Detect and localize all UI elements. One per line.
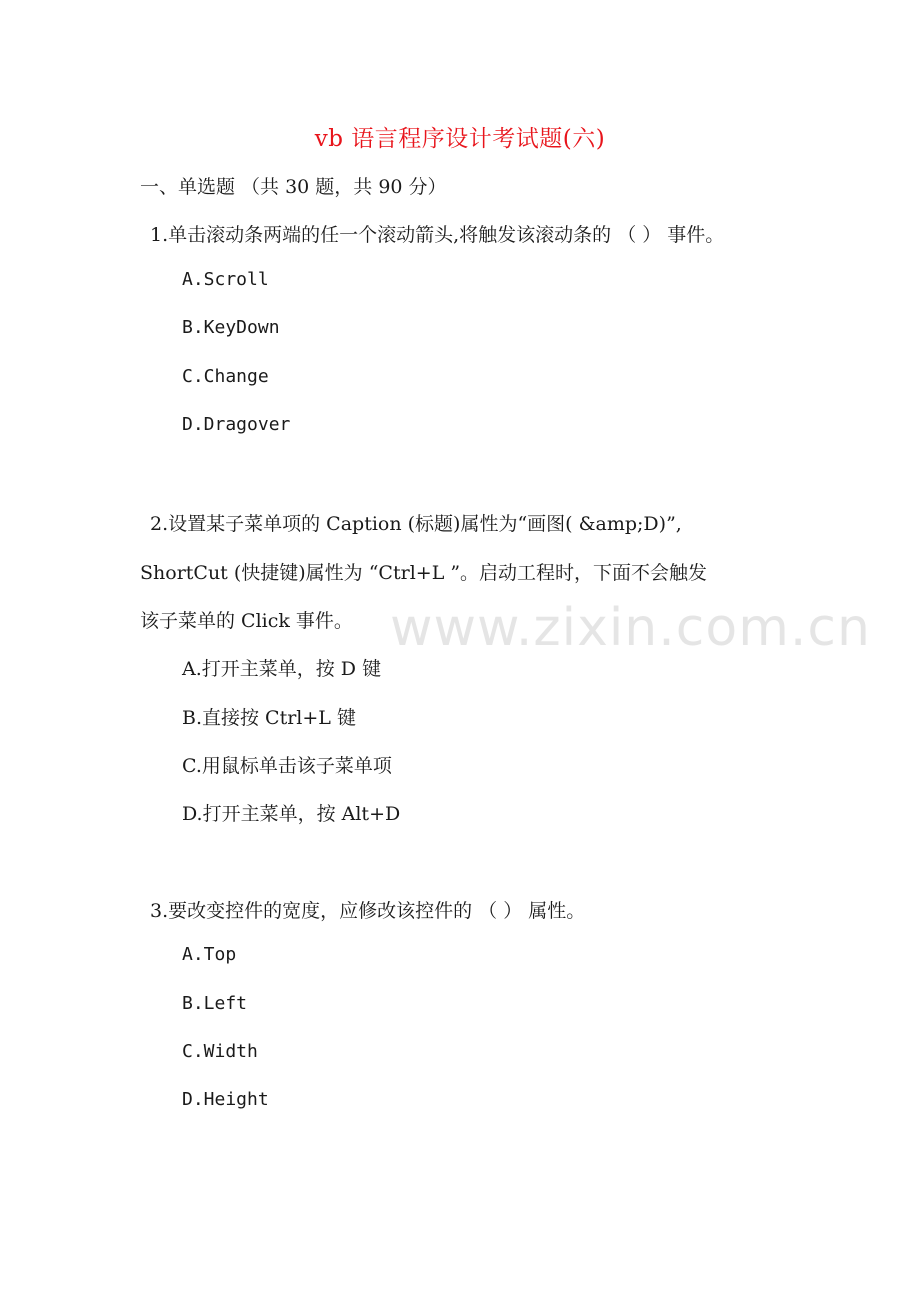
question-1-option-c: C.Change <box>182 366 269 387</box>
question-2-stem-line-1: 2.设置某子菜单项的 Caption (标题)属性为“画图( &amp;D)”, <box>150 513 682 535</box>
question-1-stem: 1.单击滚动条两端的任一个滚动箭头,将触发该滚动条的 （ ） 事件。 <box>150 224 725 246</box>
question-3-option-b: B.Left <box>182 993 248 1014</box>
document-title: vb 语言程序设计考试题(六) <box>314 126 606 152</box>
question-2-option-a: A.打开主菜单，按 D 键 <box>182 658 382 680</box>
question-3-option-d: D.Height <box>182 1089 269 1110</box>
question-2-stem-line-3: 该子菜单的 Click 事件。 <box>140 610 353 632</box>
question-1-option-d: D.Dragover <box>182 414 291 435</box>
question-2-option-d: D.打开主菜单，按 Alt+D <box>182 803 401 825</box>
section-heading: 一、单选题 （共 30 题，共 90 分） <box>140 176 447 198</box>
watermark: www.zixin.com.cn <box>390 598 871 658</box>
question-3-stem: 3.要改变控件的宽度，应修改该控件的 （ ） 属性。 <box>150 900 586 922</box>
question-2-option-b: B.直接按 Ctrl+L 键 <box>182 707 356 729</box>
question-3-option-a: A.Top <box>182 944 237 965</box>
question-2-option-c: C.用鼠标单击该子菜单项 <box>182 755 392 777</box>
question-1-option-b: B.KeyDown <box>182 317 280 338</box>
question-2-stem-line-2: ShortCut (快捷键)属性为 “Ctrl+L ”。启动工程时，下面不会触发 <box>140 562 708 584</box>
question-3-option-c: C.Width <box>182 1041 258 1062</box>
question-1-option-a: A.Scroll <box>182 269 269 290</box>
